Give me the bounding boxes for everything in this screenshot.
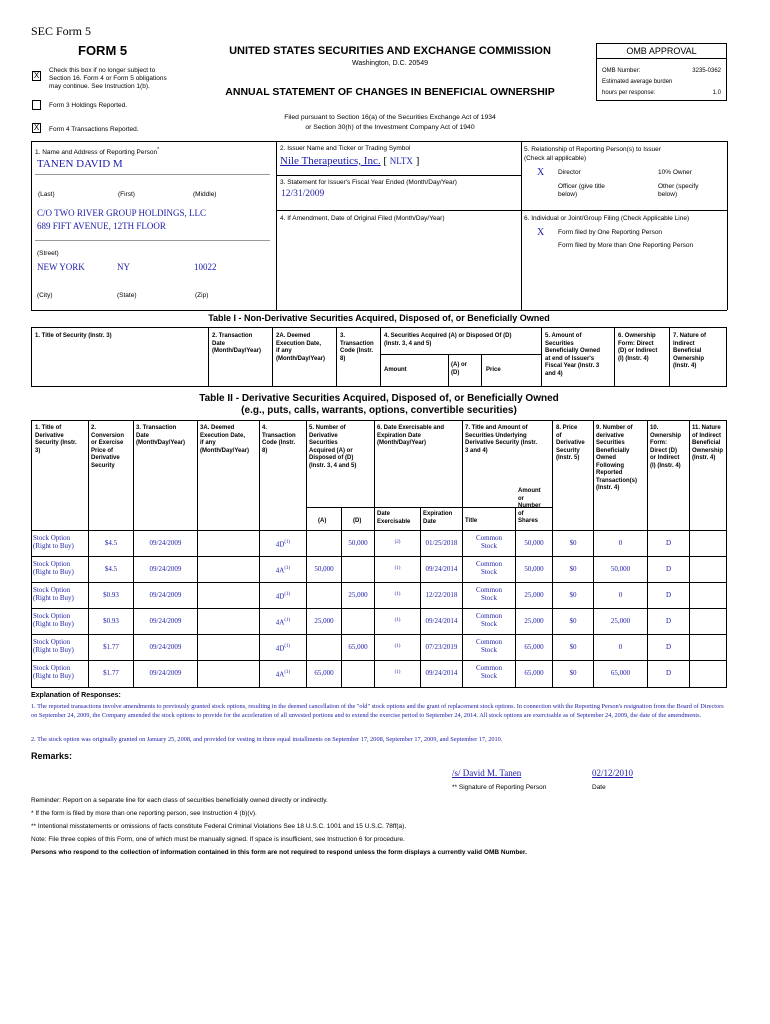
t1-col1-header: 1. Title of Security (Instr. 3) xyxy=(35,333,112,339)
fiscal-year-value: 12/31/2009 xyxy=(281,189,325,199)
t1-col6-header: 6. Ownership Form: Direct (D) or Indirect (I) (Instr. 4) xyxy=(618,333,658,362)
footer-violations: ** Intentional misstatements or omissions of facts constitute Federal Criminal Violations See 18 U.S.C. 1001 and 15 U.S.C. 78ff(a). xyxy=(31,823,407,830)
issuer-name-line: Nile Therapeutics, Inc. [ NLTX ] xyxy=(280,155,420,167)
t2-col11-header: 11. Nature of Indirect Beneficial Ownership (Instr. 4) xyxy=(692,425,724,461)
table1-title: Table I - Non-Derivative Securities Acquired, Disposed of, or Beneficially Owned xyxy=(208,313,550,323)
officer-label: Officer (give title below) xyxy=(558,183,605,198)
t1-col4-aord: (A) or (D) xyxy=(451,362,467,376)
form3-checkbox[interactable] xyxy=(32,100,41,110)
footer-multiple-persons: * If the form is filed by more than one reporting person, see Instruction 4 (b)(v). xyxy=(31,810,257,817)
t1-col5-header: 5. Amount of Securities Beneficially Owned at end of Issuer's Fiscal Year (Instr. 3 and 4) xyxy=(545,333,601,377)
fiscal-year-label: 3. Statement for Issuer's Fiscal Year Ended (Month/Day/Year) xyxy=(280,179,457,186)
statement-title: ANNUAL STATEMENT OF CHANGES IN BENEFICIAL OWNERSHIP xyxy=(225,86,555,98)
t1-col4-price: Price xyxy=(486,367,501,373)
more-persons-label: Form filed by More than One Reporting Person xyxy=(558,242,694,249)
address-line-1: C/O TWO RIVER GROUP HOLDINGS, LLC xyxy=(37,208,207,218)
other-label: Other (specify below) xyxy=(658,183,699,198)
footnote-1: 1. The reported transactions involve amendments to previously granted stock options, resulting in the deemed cancellation of the "old" stock options and the grant of replacement stock options. In connection with the Reporting Person's resignation from the Board of Directors on September 24, 2009, the Company amended the stock options to provide for the acceleration of all unvested portions and to extend the exercise period to September 24, 2014. All stock options are exercisable as of September 24, 2009, the date of the amendments. xyxy=(31,703,724,719)
t2-col7-header: 7. Title and Amount of Securities Underlying Derivative Security (Instr. 3 and 4) xyxy=(465,425,538,454)
form4-label: Form 4 Transactions Reported. xyxy=(49,126,139,133)
t1-col3-header: 3. Transaction Code (Instr. 8) xyxy=(340,333,374,362)
footer-reminder: Reminder: Report on a separate line for each class of securities beneficially owned directly or indirectly. xyxy=(31,797,328,804)
issuer-label: 2. Issuer Name and Ticker or Trading Symbol xyxy=(280,145,411,152)
one-person-mark[interactable]: X xyxy=(537,227,545,238)
t2-col3a-header: 3A. Deemed Execution Date, if any (Month/Day/Year) xyxy=(200,425,250,454)
footer-copies: Note: File three copies of this Form, one of which must be manually signed. If space is insufficient, see Instruction 6 for procedure. xyxy=(31,836,405,843)
form-title: FORM 5 xyxy=(78,43,128,58)
t2-col5-d: (D) xyxy=(353,518,362,524)
form4-checkbox[interactable]: X xyxy=(33,123,40,132)
t2-col5-a: (A) xyxy=(318,518,327,524)
street-label: (Street) xyxy=(37,250,59,257)
t1-col2a-header: 2A. Deemed Execution Date, if any (Month/Day/Year) xyxy=(276,333,326,362)
t2-col4-header: 4. Transaction Code (Instr. 8) xyxy=(262,425,296,454)
footnote-2: 2. The stock option was originally granted on January 25, 2008, and provided for vesting in three equal installments on September 17, 2008, September 17, 2009, and September 17, 2010. xyxy=(31,736,503,743)
director-label: Director xyxy=(558,169,581,176)
relationship-label: 5. Relationship of Reporting Person(s) to Issuer (Check all applicable) xyxy=(524,146,661,162)
one-person-label: Form filed by One Reporting Person xyxy=(558,229,663,236)
t2-col5-header: 5. Number of Derivative Securities Acquired (A) or Disposed of (D) (Instr. 3, 4 and 5) xyxy=(309,425,357,469)
omb-number-label: OMB Number: xyxy=(602,68,641,74)
form3-label: Form 3 Holdings Reported. xyxy=(49,102,128,109)
amendment-label: 4. If Amendment, Date of Original Filed (Month/Day/Year) xyxy=(280,215,445,222)
t2-col6-expiration: Expiration Date xyxy=(423,511,453,525)
page-label: SEC Form 5 xyxy=(31,24,92,38)
city-label: (City) xyxy=(37,292,53,299)
zip-value: 10022 xyxy=(194,262,217,272)
reporting-person-name: TANEN DAVID M xyxy=(37,158,123,170)
first-label: (First) xyxy=(118,191,135,198)
omb-burden-label: Estimated average burden xyxy=(602,79,673,85)
t2-col10-header: 10. Ownership Form: Direct (D) or Indirect (I) (Instr. 4) xyxy=(650,425,682,469)
city-value: NEW YORK xyxy=(37,262,85,272)
filed-pursuant-2: or Section 30(h) of the Investment Company Act of 1940 xyxy=(305,124,475,131)
ten-percent-owner-label: 10% Owner xyxy=(658,169,692,176)
omb-approval-box xyxy=(596,43,727,101)
agency-city: Washington, D.C. 20549 xyxy=(351,60,428,67)
last-label: (Last) xyxy=(38,191,55,198)
t1-col7-header: 7. Nature of Indirect Beneficial Ownership (Instr. 4) xyxy=(673,333,707,369)
state-value: NY xyxy=(117,262,130,272)
t2-col3-header: 3. Transaction Date (Month/Day/Year) xyxy=(136,425,186,446)
remarks-title: Remarks: xyxy=(31,751,73,761)
filing-label: 6. Individual or Joint/Group Filing (Check Applicable Line) xyxy=(524,215,690,222)
t1-col4-header: 4. Securities Acquired (A) or Disposed Of (D) (Instr. 3, 4 and 5) xyxy=(384,333,512,347)
filed-pursuant-1: Filed pursuant to Section 16(a) of the Securities Exchange Act of 1934 xyxy=(284,114,496,121)
omb-hours-value: 1.0 xyxy=(712,90,721,96)
zip-label: (Zip) xyxy=(195,292,209,299)
middle-label: (Middle) xyxy=(193,191,217,198)
table2-title: Table II - Derivative Securities Acquired, Disposed of, or Beneficially Owned (e.g., puts, calls, warrants, options, convertible securities) xyxy=(199,393,559,416)
no-longer-subject-label: Check this box if no longer subject to Section 16. Form 4 or Form 5 obligations may continue. See Instruction 1(b). xyxy=(49,67,167,90)
omb-hours-label: hours per response: xyxy=(602,90,656,96)
omb-number-value: 3235-0362 xyxy=(692,68,721,74)
t2-col7-amount: Amount or Number of Shares xyxy=(518,488,541,524)
issuer-ticker: NLTX xyxy=(389,156,413,166)
t2-col7-title: Title xyxy=(465,518,478,524)
signature-date: 02/12/2010 xyxy=(592,768,634,778)
address-line-2: 689 FIFT AVENUE, 12TH FLOOR xyxy=(37,221,166,231)
t1-col4-amount: Amount xyxy=(384,367,407,373)
t2-col6-exercisable: Date Exercisable xyxy=(377,511,411,525)
signature-value: /s/ David M. Tanen xyxy=(452,768,522,778)
t2-col9-header: 9. Number of derivative Securities Beneficially Owned Following Reported Transaction(s) (Instr. 4) xyxy=(596,425,638,491)
footer-omb-notice: Persons who respond to the collection of information contained in this form are not required to respond unless the form displays a currently valid OMB Number. xyxy=(31,849,527,856)
t1-col2-header: 2. Transaction Date (Month/Day/Year) xyxy=(212,333,262,354)
signature-date-label: Date xyxy=(592,784,606,791)
director-mark[interactable]: X xyxy=(537,167,545,178)
t2-col8-header: 8. Price of Derivative Security (Instr. 5) xyxy=(556,425,585,461)
omb-title: OMB APPROVAL xyxy=(597,44,726,59)
t2-col6-header: 6. Date Exercisable and Expiration Date (Month/Day/Year) xyxy=(377,425,445,446)
t2-col1-header: 1. Title of Derivative Security (Instr. 3) xyxy=(35,425,77,454)
issuer-name: Nile Therapeutics, Inc. xyxy=(280,155,381,167)
no-longer-subject-checkbox[interactable]: X xyxy=(33,71,40,80)
t2-col2-header: 2. Conversion or Exercise Price of Derivative Security xyxy=(91,425,125,469)
signature-label: ** Signature of Reporting Person xyxy=(452,784,547,791)
explanation-title: Explanation of Responses: xyxy=(31,692,121,699)
state-label: (State) xyxy=(117,292,137,299)
agency-title: UNITED STATES SECURITIES AND EXCHANGE COMMISSION xyxy=(229,45,551,57)
reporting-person-label: 1. Name and Address of Reporting Person* xyxy=(35,147,160,157)
